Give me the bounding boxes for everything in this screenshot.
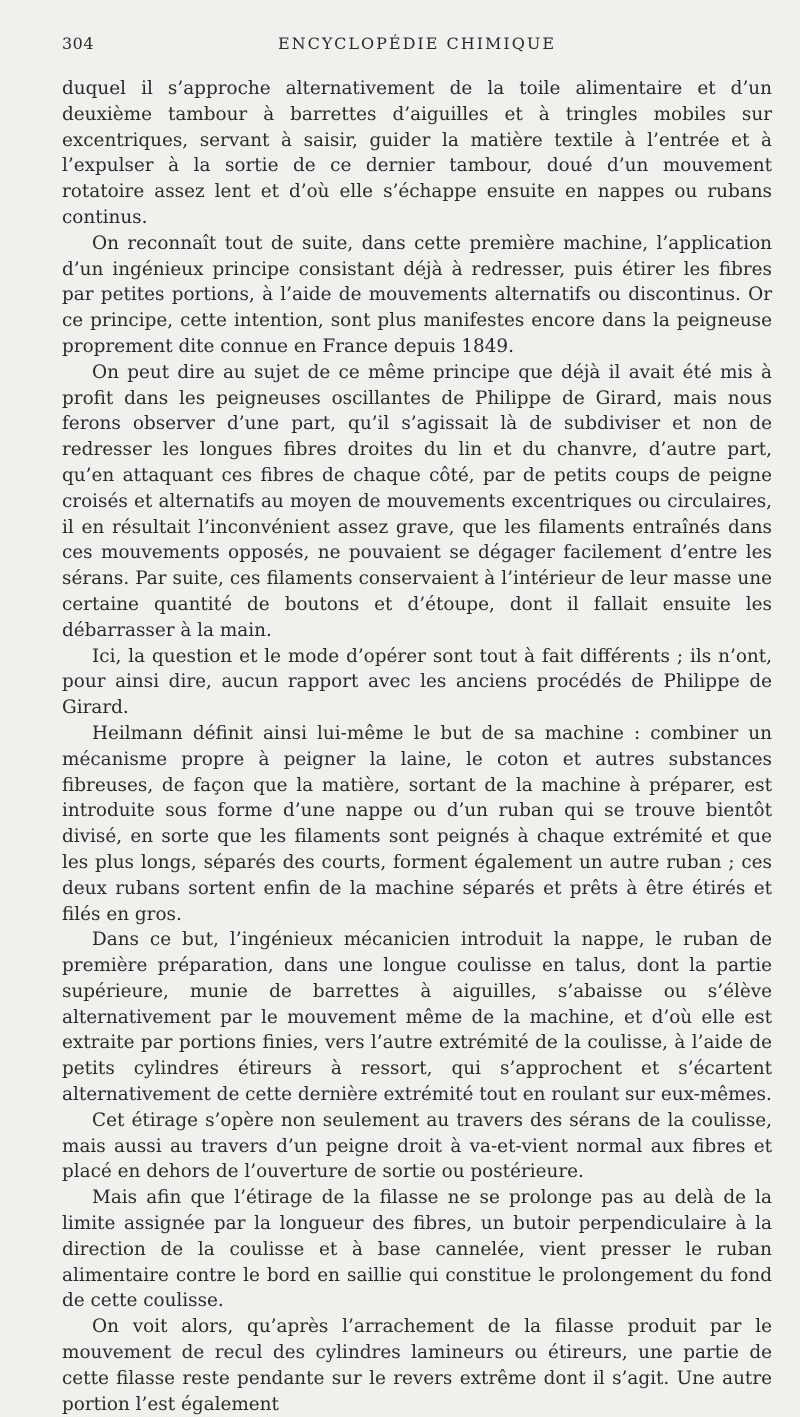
body-text <box>62 76 772 1417</box>
paragraph: On voit alors, qu’après l’arrachement de la filasse produit par le mouvement de recul des cylindres lamineurs ou étireurs, une partie de cette filasse reste pendante sur le revers extrême dont il s’agit. Une autre portion l’est également <box>62 1316 772 1415</box>
paragraph: Dans ce but, l’ingénieux mécanicien introduit la nappe, le ruban de première préparation, dans une longue coulisse en talus, dont la partie supérieure, munie de barrettes à aiguilles, s’abaisse ou s’élève alternativement par le mouvement même de la machine, et d’où elle est extraite par portions finies, vers l’autre extrémité de la coulisse, à l’aide de petits cylindres étireurs à ressort, qui s’approchent et s’écartent alternativement de cette dernière extrémité tout en roulant sur eux-mêmes. <box>62 929 772 1106</box>
paragraph: Ici, la question et le mode d’opérer sont tout à fait différents ; ils n’ont, pour ainsi dire, aucun rapport avec les anciens procédés de Philippe de Girard. <box>62 645 772 719</box>
paragraph: On reconnaît tout de suite, dans cette première machine, l’application d’un ingénieux principe consistant déjà à redresser, puis étirer les fibres par petites portions, à l’aide de mouvements alternatifs ou discontinus. Or ce principe, cette intention, sont plus manifestes encore dans la peigneuse proprement dite connue en France depuis 1849. <box>62 232 772 357</box>
paragraph: Heilmann définit ainsi lui-même le but de sa machine : combiner un mécanisme propre à peigner la laine, le coton et autres substances fibreuses, de façon que la matière, sortant de la machine à préparer, est introduite sous forme d’une nappe ou d’un ruban qui se trouve bientôt divisé, en sorte que les filaments sont peignés à chaque extrémité et que les plus longs, séparés des courts, forment également un autre ruban ; ces deux rubans sortent enfin de la machine séparés et prêts à être étirés et filés en gros. <box>62 722 772 925</box>
paragraph: Mais afin que l’étirage de la filasse ne se prolonge pas au delà de la limite assignée par la longueur des fibres, un butoir perpendiculaire à la direction de la coulisse et à base cannelée, vient presser le ruban alimentaire contre le bord en saillie qui constitue le prolongement du fond de cette coulisse. <box>62 1187 772 1312</box>
page-number: 304 <box>62 34 95 53</box>
running-header <box>62 34 772 60</box>
paragraph: Cet étirage s’opère non seulement au travers des sérans de la coulisse, mais aussi au travers d’un peigne droit à va-et-vient normal aux fibres et placé en dehors de l’ouverture de sortie ou postérieure. <box>62 1109 772 1183</box>
paragraph-continued: duquel il s’approche alternativement de la toile alimentaire et d’un deuxième tambour à barrettes d’aiguilles et à tringles mobiles sur excentriques, servant à saisir, guider la matière textile à l’entrée et à l’expulser à la sortie de ce dernier tambour, doué d’un mouvement rotatoire assez lent et d’où elle s’échappe ensuite en nappes ou rubans continus. <box>62 78 772 228</box>
paragraph: On peut dire au sujet de ce même principe que déjà il avait été mis à profit dans les peigneuses oscillantes de Philippe de Girard, mais nous ferons observer d’une part, qu’il s’agissait là de subdiviser et non de redresser les longues fibres droites du lin et du chanvre, d’autre part, qu’en attaquant ces fibres de chaque côté, par de petits coups de peigne croisés et alternatifs au moyen de mouvements excentriques ou circulaires, il en résultait l’inconvénient assez grave, que les filaments entraînés dans ces mouvements opposés, ne pouvaient se dégager facilement d’entre les sérans. Par suite, ces filaments conservaient à l’intérieur de leur masse une certaine quantité de boutons et d’étoupe, dont il fallait ensuite les débarrasser à la main. <box>62 361 772 641</box>
running-title: ENCYCLOPÉDIE CHIMIQUE <box>277 34 557 53</box>
